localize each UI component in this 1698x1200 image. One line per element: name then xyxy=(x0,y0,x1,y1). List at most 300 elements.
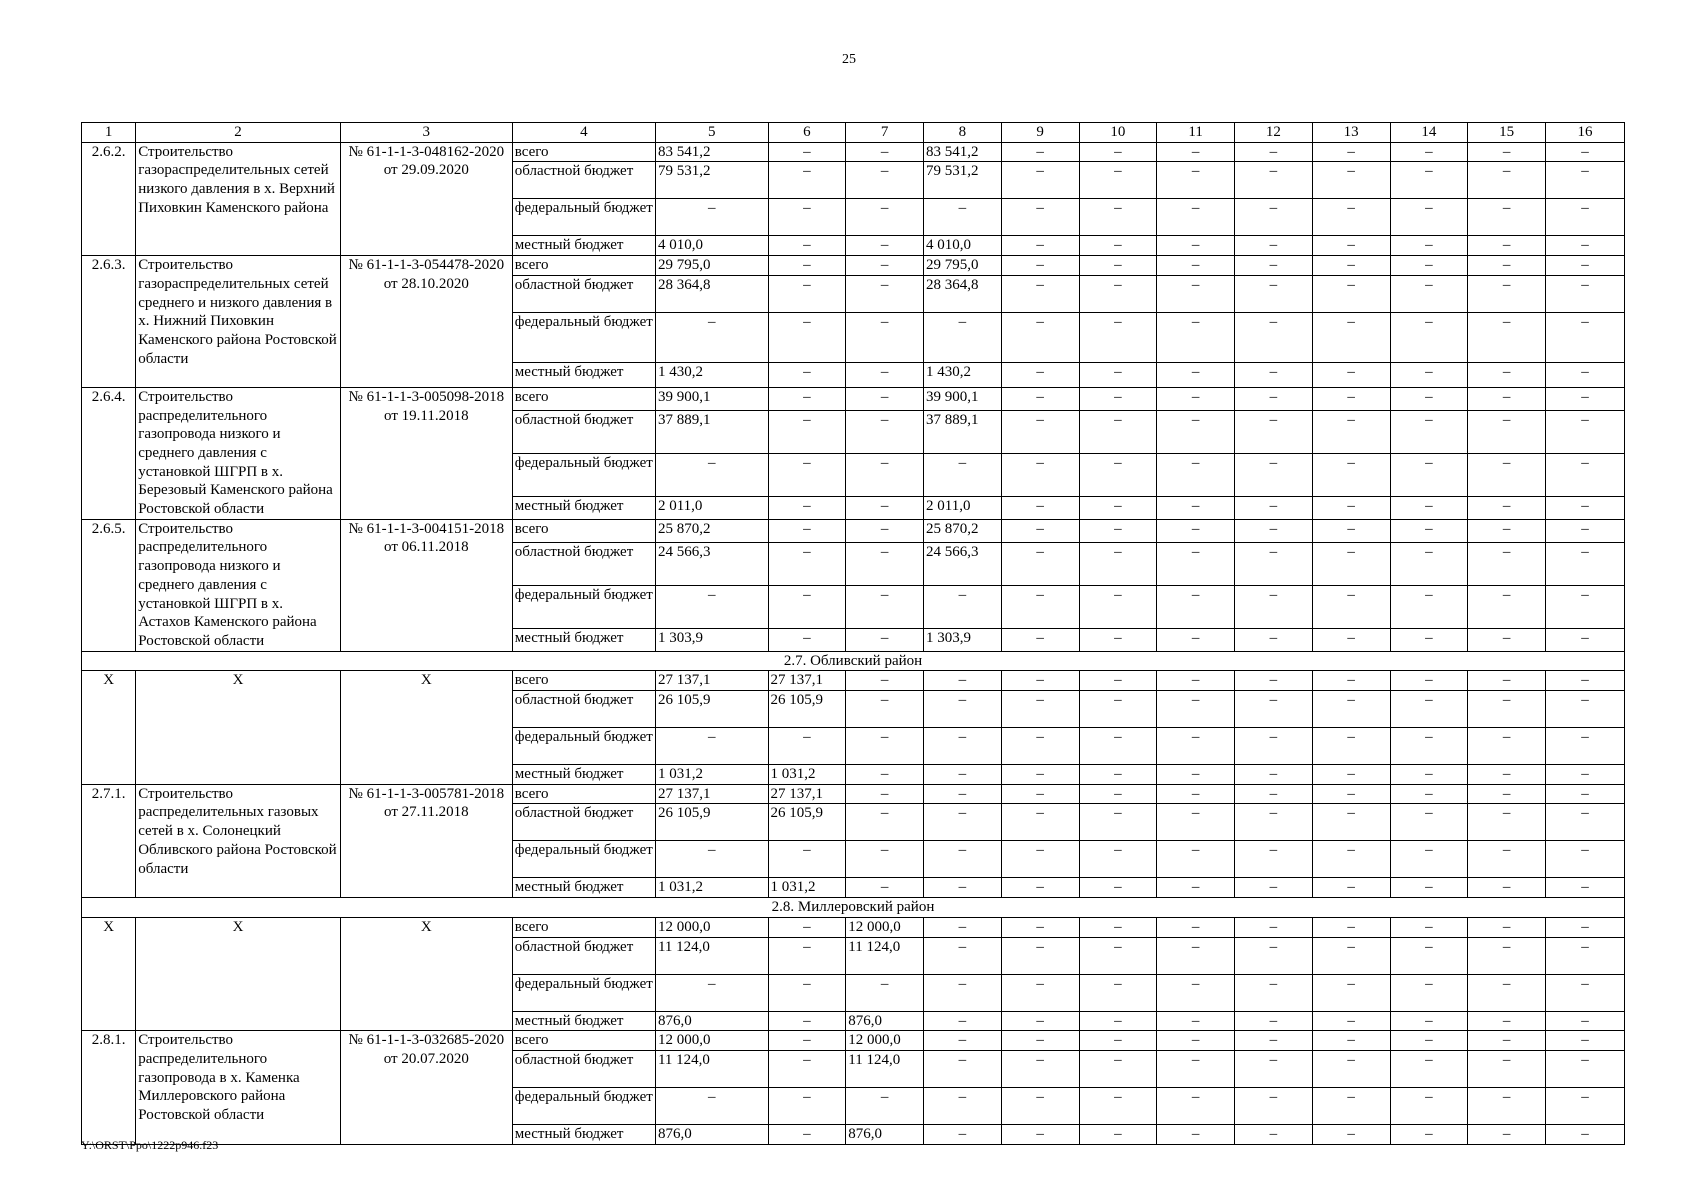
item-document: № 61-1-1-3-004151-2018 от 06.11.2018 xyxy=(340,519,512,651)
value-cell: – xyxy=(1235,519,1313,542)
value-cell: – xyxy=(1468,199,1546,236)
value-cell: – xyxy=(1235,1124,1313,1144)
value-cell: 27 137,1 xyxy=(768,671,846,691)
value-cell: – xyxy=(1235,387,1313,410)
item-document: X xyxy=(340,671,512,784)
value-cell: – xyxy=(1157,162,1235,199)
value-cell: – xyxy=(1079,162,1157,199)
value-cell: – xyxy=(846,256,924,276)
budget-label: федеральный бюджет xyxy=(512,585,655,628)
value-cell: – xyxy=(1546,974,1625,1011)
value-cell: – xyxy=(768,1031,846,1051)
value-cell: 29 795,0 xyxy=(655,256,768,276)
value-cell: – xyxy=(924,453,1002,496)
value-cell: – xyxy=(1079,496,1157,519)
budget-label: всего xyxy=(512,256,655,276)
value-cell: – xyxy=(1546,728,1625,765)
item-index: 2.8.1. xyxy=(82,1031,136,1144)
item-name: Строительство распределительных газовых сетей в х. Солонецкий Обливского района Ростовской области xyxy=(136,784,341,897)
section-row xyxy=(82,898,1625,918)
value-cell: 2 011,0 xyxy=(924,496,1002,519)
value-cell: – xyxy=(924,1031,1002,1051)
value-cell: – xyxy=(1546,142,1625,162)
value-cell: – xyxy=(768,387,846,410)
value-cell: – xyxy=(846,542,924,585)
value-cell: – xyxy=(1079,628,1157,651)
value-cell: – xyxy=(768,585,846,628)
budget-label: всего xyxy=(512,1031,655,1051)
value-cell: – xyxy=(1079,937,1157,974)
budget-label: федеральный бюджет xyxy=(512,199,655,236)
value-cell: – xyxy=(1079,974,1157,1011)
value-cell: – xyxy=(1079,1124,1157,1144)
value-cell: – xyxy=(1390,256,1468,276)
item-index: 2.6.4. xyxy=(82,387,136,519)
value-cell: 876,0 xyxy=(655,1124,768,1144)
value-cell: – xyxy=(846,496,924,519)
budget-label: всего xyxy=(512,784,655,804)
value-cell: 79 531,2 xyxy=(655,162,768,199)
value-cell: – xyxy=(1468,974,1546,1011)
value-cell: – xyxy=(1157,236,1235,256)
value-cell: – xyxy=(1546,841,1625,878)
value-cell: – xyxy=(924,312,1002,362)
value-cell: – xyxy=(1390,410,1468,453)
value-cell: – xyxy=(655,453,768,496)
item-document: № 61-1-1-3-005781-2018 от 27.11.2018 xyxy=(340,784,512,897)
value-cell: 25 870,2 xyxy=(655,519,768,542)
value-cell: – xyxy=(1079,784,1157,804)
value-cell: – xyxy=(1001,519,1079,542)
value-cell: – xyxy=(846,841,924,878)
budget-label: федеральный бюджет xyxy=(512,1087,655,1124)
value-cell: – xyxy=(768,1124,846,1144)
budget-label: местный бюджет xyxy=(512,362,655,387)
value-cell: – xyxy=(1157,841,1235,878)
value-cell: – xyxy=(1312,142,1390,162)
value-cell: 29 795,0 xyxy=(924,256,1002,276)
value-cell: – xyxy=(1468,628,1546,651)
value-cell: – xyxy=(1546,917,1625,937)
value-cell: – xyxy=(768,162,846,199)
item-name: X xyxy=(136,917,341,1030)
value-cell: – xyxy=(1390,917,1468,937)
value-cell: – xyxy=(1312,585,1390,628)
value-cell: – xyxy=(1157,1087,1235,1124)
value-cell: – xyxy=(768,256,846,276)
value-cell: – xyxy=(1235,453,1313,496)
table-row xyxy=(82,256,1625,276)
item-document: № 61-1-1-3-048162-2020 от 29.09.2020 xyxy=(340,142,512,255)
item-index: 2.6.2. xyxy=(82,142,136,255)
value-cell: – xyxy=(1546,542,1625,585)
value-cell: – xyxy=(1546,784,1625,804)
value-cell: – xyxy=(1157,974,1235,1011)
value-cell: – xyxy=(655,728,768,765)
value-cell: – xyxy=(846,142,924,162)
value-cell: – xyxy=(1546,1050,1625,1087)
value-cell: – xyxy=(1312,784,1390,804)
value-cell: – xyxy=(924,1050,1002,1087)
value-cell: – xyxy=(768,453,846,496)
value-cell: 4 010,0 xyxy=(655,236,768,256)
value-cell: – xyxy=(1312,628,1390,651)
value-cell: – xyxy=(846,199,924,236)
value-cell: – xyxy=(1312,410,1390,453)
value-cell: – xyxy=(1001,917,1079,937)
header-cell: 2 xyxy=(136,123,341,143)
value-cell: – xyxy=(1235,496,1313,519)
value-cell: – xyxy=(1079,362,1157,387)
value-cell: – xyxy=(1312,691,1390,728)
value-cell: – xyxy=(924,974,1002,1011)
value-cell: 24 566,3 xyxy=(655,542,768,585)
value-cell: – xyxy=(1235,236,1313,256)
value-cell: – xyxy=(1235,628,1313,651)
value-cell: – xyxy=(1312,804,1390,841)
value-cell: 27 137,1 xyxy=(655,671,768,691)
section-title: 2.7. Обливский район xyxy=(82,651,1625,671)
value-cell: 1 303,9 xyxy=(655,628,768,651)
item-index: 2.6.3. xyxy=(82,256,136,388)
value-cell: – xyxy=(924,728,1002,765)
value-cell: 876,0 xyxy=(846,1124,924,1144)
value-cell: – xyxy=(1079,804,1157,841)
value-cell: – xyxy=(1390,1050,1468,1087)
value-cell: – xyxy=(924,804,1002,841)
value-cell: – xyxy=(1235,256,1313,276)
value-cell: – xyxy=(1468,728,1546,765)
value-cell: – xyxy=(1312,1124,1390,1144)
value-cell: – xyxy=(1079,275,1157,312)
value-cell: – xyxy=(1001,312,1079,362)
value-cell: – xyxy=(1390,804,1468,841)
value-cell: – xyxy=(1468,542,1546,585)
value-cell: – xyxy=(1468,496,1546,519)
value-cell: – xyxy=(768,142,846,162)
value-cell: 83 541,2 xyxy=(655,142,768,162)
table-row xyxy=(82,519,1625,542)
value-cell: – xyxy=(1468,312,1546,362)
budget-label: всего xyxy=(512,142,655,162)
value-cell: – xyxy=(924,765,1002,785)
value-cell: – xyxy=(1157,804,1235,841)
value-cell: – xyxy=(1546,1011,1625,1031)
value-cell: – xyxy=(1001,1087,1079,1124)
budget-label: местный бюджет xyxy=(512,628,655,651)
value-cell: – xyxy=(1390,671,1468,691)
value-cell: – xyxy=(1079,765,1157,785)
value-cell: – xyxy=(768,974,846,1011)
value-cell: – xyxy=(1468,453,1546,496)
value-cell: – xyxy=(1001,784,1079,804)
value-cell: – xyxy=(1235,1011,1313,1031)
value-cell: – xyxy=(1546,1124,1625,1144)
value-cell: – xyxy=(1312,162,1390,199)
value-cell: – xyxy=(1546,628,1625,651)
value-cell: 1 031,2 xyxy=(768,878,846,898)
value-cell: – xyxy=(1468,1031,1546,1051)
value-cell: – xyxy=(846,387,924,410)
value-cell: – xyxy=(768,199,846,236)
value-cell: – xyxy=(1390,453,1468,496)
value-cell: – xyxy=(1390,142,1468,162)
value-cell: – xyxy=(1157,496,1235,519)
value-cell: – xyxy=(655,585,768,628)
value-cell: – xyxy=(846,362,924,387)
value-cell: – xyxy=(1001,1031,1079,1051)
value-cell: 28 364,8 xyxy=(924,275,1002,312)
value-cell: – xyxy=(1312,312,1390,362)
value-cell: – xyxy=(768,1087,846,1124)
value-cell: 4 010,0 xyxy=(924,236,1002,256)
value-cell: – xyxy=(768,236,846,256)
value-cell: – xyxy=(1157,453,1235,496)
value-cell: – xyxy=(1157,878,1235,898)
budget-label: федеральный бюджет xyxy=(512,841,655,878)
value-cell: – xyxy=(1312,275,1390,312)
header-cell: 4 xyxy=(512,123,655,143)
value-cell: – xyxy=(1079,1050,1157,1087)
value-cell: – xyxy=(1235,199,1313,236)
value-cell: – xyxy=(924,199,1002,236)
value-cell: – xyxy=(655,1087,768,1124)
value-cell: – xyxy=(768,519,846,542)
value-cell: – xyxy=(1312,1031,1390,1051)
value-cell: – xyxy=(1390,784,1468,804)
value-cell: – xyxy=(1546,585,1625,628)
budget-label: федеральный бюджет xyxy=(512,312,655,362)
value-cell: – xyxy=(1468,804,1546,841)
budget-label: местный бюджет xyxy=(512,1124,655,1144)
value-cell: – xyxy=(1312,453,1390,496)
value-cell: 1 430,2 xyxy=(655,362,768,387)
value-cell: – xyxy=(1157,199,1235,236)
value-cell: – xyxy=(1546,199,1625,236)
value-cell: – xyxy=(1079,453,1157,496)
value-cell: – xyxy=(846,1087,924,1124)
value-cell: – xyxy=(1312,841,1390,878)
value-cell: – xyxy=(924,917,1002,937)
header-cell: 6 xyxy=(768,123,846,143)
value-cell: – xyxy=(1001,453,1079,496)
value-cell: – xyxy=(1468,1124,1546,1144)
value-cell: – xyxy=(1079,410,1157,453)
value-cell: – xyxy=(1157,1031,1235,1051)
value-cell: – xyxy=(1468,691,1546,728)
value-cell: – xyxy=(768,1011,846,1031)
header-row xyxy=(82,123,1625,143)
value-cell: – xyxy=(1546,691,1625,728)
budget-label: местный бюджет xyxy=(512,878,655,898)
value-cell: – xyxy=(1001,410,1079,453)
value-cell: – xyxy=(1546,387,1625,410)
value-cell: – xyxy=(1468,671,1546,691)
value-cell: – xyxy=(655,974,768,1011)
header-cell: 8 xyxy=(924,123,1002,143)
value-cell: – xyxy=(924,841,1002,878)
value-cell: – xyxy=(1312,1087,1390,1124)
budget-label: местный бюджет xyxy=(512,765,655,785)
value-cell: – xyxy=(846,275,924,312)
value-cell: – xyxy=(1390,1087,1468,1124)
value-cell: – xyxy=(1157,917,1235,937)
value-cell: 11 124,0 xyxy=(846,1050,924,1087)
budget-label: всего xyxy=(512,917,655,937)
value-cell: – xyxy=(1079,1011,1157,1031)
value-cell: – xyxy=(846,519,924,542)
item-document: № 61-1-1-3-054478-2020 от 28.10.2020 xyxy=(340,256,512,388)
value-cell: – xyxy=(846,453,924,496)
value-cell: – xyxy=(1312,387,1390,410)
value-cell: – xyxy=(1312,362,1390,387)
budget-label: всего xyxy=(512,387,655,410)
value-cell: – xyxy=(1390,691,1468,728)
value-cell: – xyxy=(1468,1011,1546,1031)
value-cell: – xyxy=(1390,585,1468,628)
value-cell: 26 105,9 xyxy=(655,691,768,728)
table-row xyxy=(82,784,1625,804)
value-cell: – xyxy=(1001,691,1079,728)
value-cell: – xyxy=(1546,519,1625,542)
value-cell: – xyxy=(1468,585,1546,628)
section-row xyxy=(82,651,1625,671)
value-cell: 26 105,9 xyxy=(768,691,846,728)
value-cell: – xyxy=(1157,519,1235,542)
budget-label: всего xyxy=(512,519,655,542)
value-cell: – xyxy=(1079,312,1157,362)
budget-label: местный бюджет xyxy=(512,1011,655,1031)
value-cell: 79 531,2 xyxy=(924,162,1002,199)
value-cell: – xyxy=(1001,728,1079,765)
value-cell: – xyxy=(1157,1050,1235,1087)
value-cell: – xyxy=(1235,841,1313,878)
value-cell: – xyxy=(1546,878,1625,898)
value-cell: 12 000,0 xyxy=(655,917,768,937)
value-cell: – xyxy=(1079,671,1157,691)
section-title: 2.8. Миллеровский район xyxy=(82,898,1625,918)
value-cell: – xyxy=(1312,1011,1390,1031)
value-cell: – xyxy=(1390,496,1468,519)
value-cell: – xyxy=(924,878,1002,898)
value-cell: 26 105,9 xyxy=(768,804,846,841)
value-cell: – xyxy=(1390,878,1468,898)
item-index: 2.7.1. xyxy=(82,784,136,897)
header-cell: 7 xyxy=(846,123,924,143)
value-cell: – xyxy=(655,312,768,362)
value-cell: – xyxy=(768,1050,846,1087)
value-cell: – xyxy=(768,496,846,519)
table-row xyxy=(82,917,1625,937)
value-cell: – xyxy=(1468,275,1546,312)
value-cell: – xyxy=(1390,974,1468,1011)
value-cell: – xyxy=(1235,784,1313,804)
value-cell: 11 124,0 xyxy=(655,1050,768,1087)
value-cell: – xyxy=(1001,1011,1079,1031)
value-cell: – xyxy=(924,671,1002,691)
value-cell: – xyxy=(1157,410,1235,453)
table-row xyxy=(82,142,1625,162)
value-cell: – xyxy=(1001,671,1079,691)
value-cell: – xyxy=(1235,728,1313,765)
value-cell: – xyxy=(1235,162,1313,199)
value-cell: – xyxy=(924,937,1002,974)
item-index: X xyxy=(82,917,136,1030)
value-cell: – xyxy=(1001,256,1079,276)
value-cell: – xyxy=(1001,765,1079,785)
value-cell: – xyxy=(846,974,924,1011)
value-cell: 1 031,2 xyxy=(655,765,768,785)
value-cell: – xyxy=(1079,199,1157,236)
value-cell: – xyxy=(1157,1011,1235,1031)
value-cell: – xyxy=(1390,1124,1468,1144)
value-cell: 39 900,1 xyxy=(924,387,1002,410)
value-cell: – xyxy=(1235,362,1313,387)
value-cell: – xyxy=(1235,804,1313,841)
header-cell: 16 xyxy=(1546,123,1625,143)
value-cell: – xyxy=(1390,312,1468,362)
value-cell: – xyxy=(1468,387,1546,410)
value-cell: – xyxy=(1468,878,1546,898)
item-index: X xyxy=(82,671,136,784)
value-cell: – xyxy=(1079,256,1157,276)
item-name: Строительство распределительного газопровода низкого и среднего давления с установкой ШГРП в х. Березовый Каменского района Ростовской области xyxy=(136,387,341,519)
value-cell: – xyxy=(1235,1050,1313,1087)
header-cell: 11 xyxy=(1157,123,1235,143)
value-cell: – xyxy=(1390,628,1468,651)
value-cell: – xyxy=(1312,878,1390,898)
value-cell: – xyxy=(1468,1087,1546,1124)
value-cell: – xyxy=(768,410,846,453)
value-cell: 12 000,0 xyxy=(655,1031,768,1051)
value-cell: – xyxy=(1468,765,1546,785)
value-cell: 2 011,0 xyxy=(655,496,768,519)
value-cell: – xyxy=(1390,275,1468,312)
value-cell: – xyxy=(1235,671,1313,691)
value-cell: 11 124,0 xyxy=(655,937,768,974)
value-cell: 39 900,1 xyxy=(655,387,768,410)
value-cell: – xyxy=(846,236,924,256)
value-cell: – xyxy=(1157,1124,1235,1144)
value-cell: – xyxy=(1468,1050,1546,1087)
value-cell: – xyxy=(1235,937,1313,974)
value-cell: – xyxy=(1001,199,1079,236)
value-cell: – xyxy=(1001,275,1079,312)
value-cell: – xyxy=(924,691,1002,728)
value-cell: – xyxy=(1001,628,1079,651)
value-cell: – xyxy=(1468,841,1546,878)
value-cell: – xyxy=(1001,162,1079,199)
value-cell: – xyxy=(1468,256,1546,276)
value-cell: – xyxy=(1390,841,1468,878)
value-cell: – xyxy=(1546,410,1625,453)
item-name: Строительство газораспределительных сетей низкого давления в х. Верхний Пиховкин Каменского района xyxy=(136,142,341,255)
value-cell: 83 541,2 xyxy=(924,142,1002,162)
value-cell: – xyxy=(768,937,846,974)
value-cell: – xyxy=(1079,917,1157,937)
value-cell: 26 105,9 xyxy=(655,804,768,841)
value-cell: – xyxy=(1546,312,1625,362)
value-cell: 27 137,1 xyxy=(655,784,768,804)
value-cell: – xyxy=(1001,542,1079,585)
value-cell: – xyxy=(1235,312,1313,362)
value-cell: – xyxy=(1546,496,1625,519)
value-cell: – xyxy=(1468,784,1546,804)
value-cell: – xyxy=(768,542,846,585)
value-cell: 1 031,2 xyxy=(655,878,768,898)
value-cell: – xyxy=(655,841,768,878)
value-cell: – xyxy=(1235,691,1313,728)
